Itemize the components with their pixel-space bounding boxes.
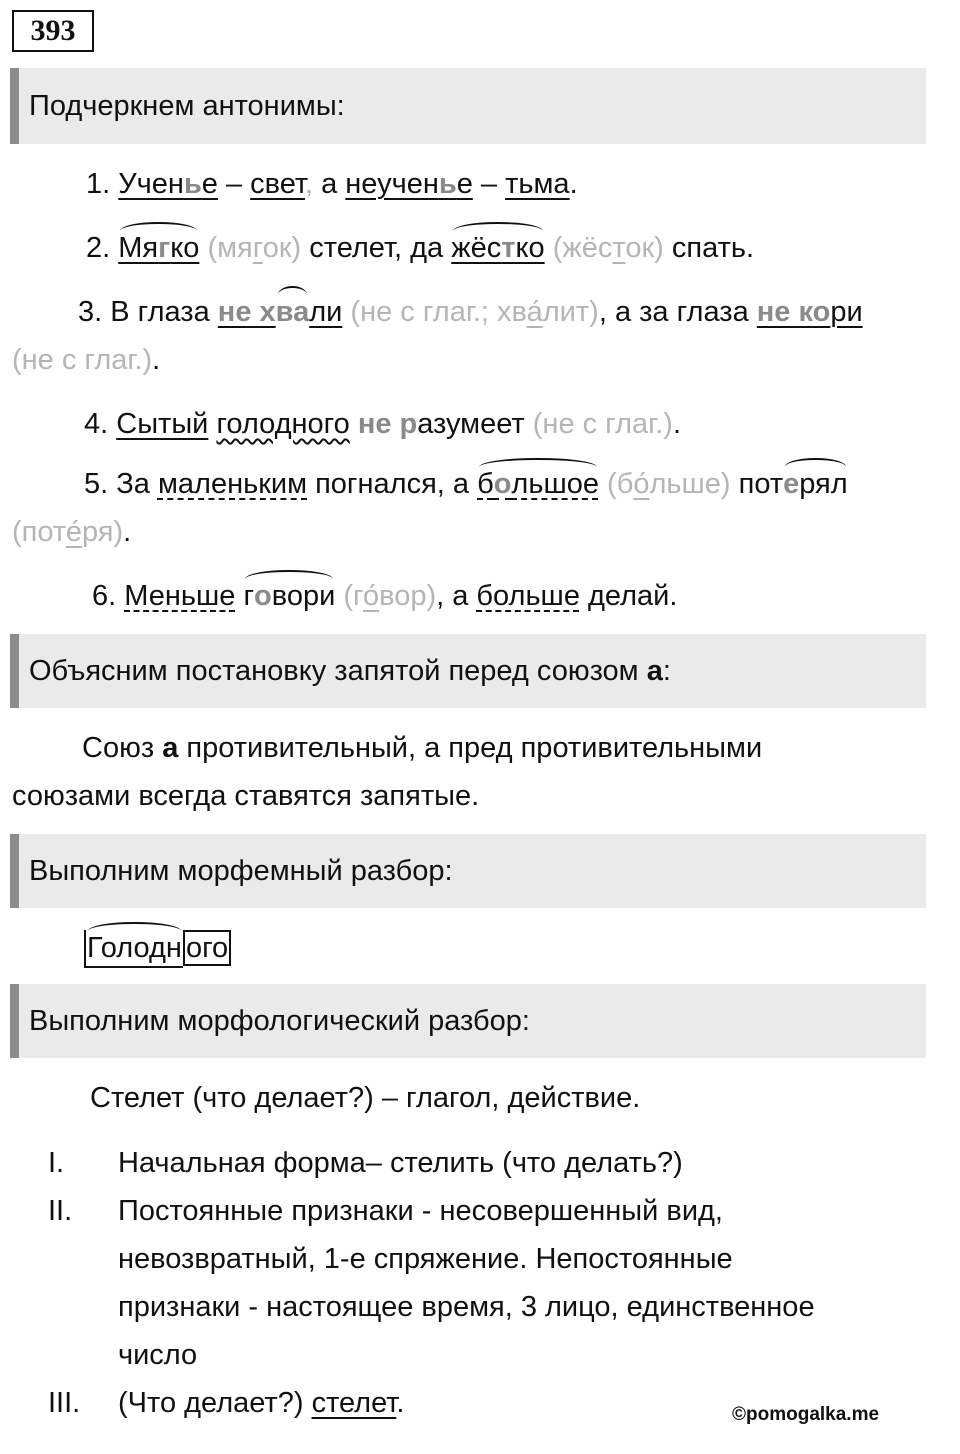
task-number: 393 xyxy=(12,10,94,52)
item-2-line-2: невозвратный, 1-е спряжение. Непостоянные xyxy=(118,1243,733,1275)
comma-explanation-line-2: союзами всегда ставятся запятые. xyxy=(12,780,480,812)
item-2-line-4: число xyxy=(118,1339,198,1371)
proverb-line-3: 3. В глаза не хвали (не с глаг.; хва́лит), а за глаза не кори xyxy=(78,296,863,328)
proverb-line-2: 2. Мягко (мягок) стелет, да жёстко (жёсток) спать. xyxy=(86,232,755,264)
morpheme-parse xyxy=(84,930,231,968)
item-num-3: III. xyxy=(48,1387,81,1419)
item-3-line: (Что делает?) стелет. xyxy=(118,1387,405,1419)
proverb-line-1: 1. Ученье – свет, а неученье – тьма. xyxy=(86,168,578,200)
item-num-2: II. xyxy=(48,1195,73,1227)
proverb-line-5: 5. За маленьким погнался, а большое (бо́льше) потерял xyxy=(84,468,848,500)
heading-text: Подчеркнем антонимы: xyxy=(29,90,345,122)
proverb-line-6: 6. Меньше говори (го́вор), а больше делай. xyxy=(92,580,678,612)
proverb-line-4: 4. Сытый голодного не разумеет (не с глаг.). xyxy=(84,408,681,440)
word-stem: Голодн xyxy=(84,930,183,968)
morphology-intro: Стелет (что делает?) – глагол, действие. xyxy=(90,1082,641,1114)
section-heading-morpheme: Выполним морфемный разбор: xyxy=(10,834,926,908)
section-heading-morphology: Выполним морфологический разбор: xyxy=(10,984,926,1058)
comma-explanation-line-1: Союз а противительный, а пред противительными xyxy=(82,732,763,764)
proverb-line-3-cont: (не с глаг.). xyxy=(12,344,161,376)
watermark: ©pomogalka.me xyxy=(732,1404,880,1425)
section-heading-antonyms xyxy=(10,68,926,144)
section-heading-comma: Объясним постановку запятой перед союзом а: xyxy=(10,634,926,708)
item-2-line-3: признаки - настоящее время, 3 лицо, единственное xyxy=(118,1291,815,1323)
item-num-1: I. xyxy=(48,1147,65,1179)
item-2-line-1: Постоянные признаки - несовершенный вид, xyxy=(118,1195,723,1227)
item-1-line: Начальная форма– стелить (что делать?) xyxy=(118,1147,683,1179)
word-ending: ого xyxy=(183,930,231,966)
proverb-line-5-cont: (поте́ря). xyxy=(12,516,132,548)
